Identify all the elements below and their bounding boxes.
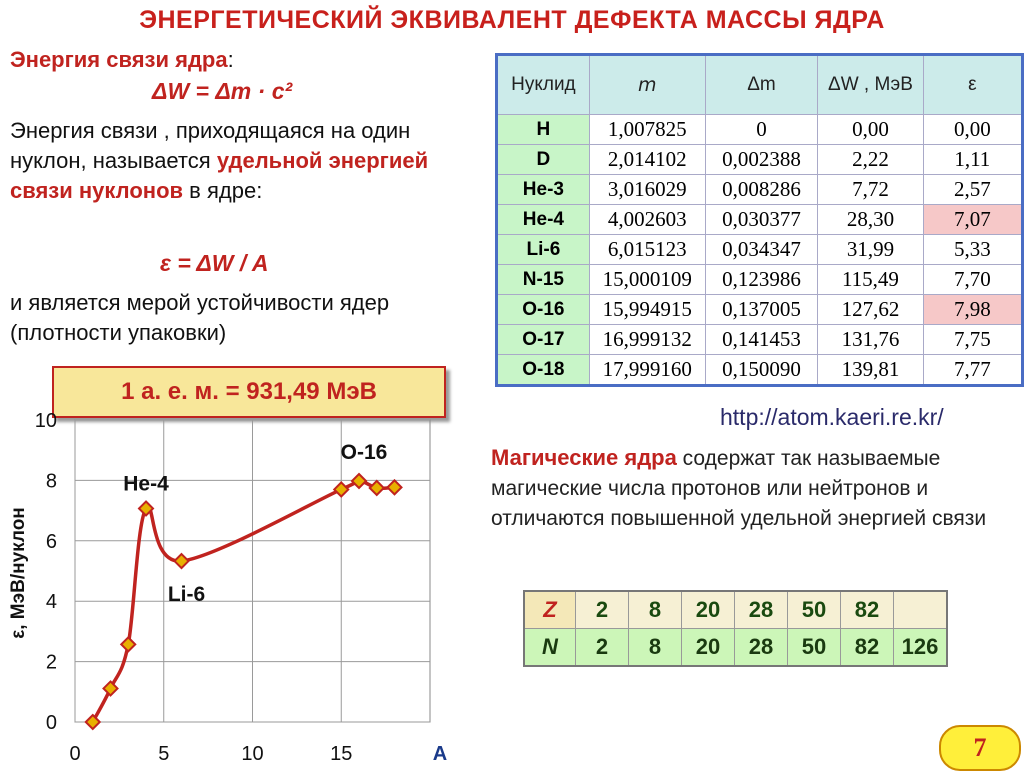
data-point-marker <box>352 474 366 488</box>
magic-numbers-table <box>523 590 948 667</box>
mass-cell: 16,999132 <box>589 325 705 355</box>
nuclide-cell: He-4 <box>497 205 590 235</box>
mass-cell: 4,002603 <box>589 205 705 235</box>
data-point-marker <box>370 481 384 495</box>
epsilon-cell: 0,00 <box>923 115 1022 145</box>
mass-defect-cell: 0,008286 <box>705 175 817 205</box>
amu-conversion-box: 1 а. е. м. = 931,49 МэВ <box>52 366 446 418</box>
table-row <box>497 175 1023 205</box>
binding-energy-cell: 0,00 <box>818 115 923 145</box>
data-point-marker <box>388 480 402 494</box>
epsilon-cell: 7,07 <box>923 205 1022 235</box>
nuclide-cell: N-15 <box>497 265 590 295</box>
z-value-cell: 8 <box>629 591 682 629</box>
data-point-marker <box>175 554 189 568</box>
heading-text: Энергия связи ядра <box>10 47 228 72</box>
x-tick-label: 5 <box>158 743 170 765</box>
mass-cell: 15,000109 <box>589 265 705 295</box>
table-row <box>497 265 1023 295</box>
chart-grid <box>75 420 430 722</box>
n-value-cell: 8 <box>629 629 682 667</box>
chart-annotations <box>123 441 387 606</box>
table-row-n <box>524 629 947 667</box>
table-row <box>497 235 1023 265</box>
epsilon-cell: 7,77 <box>923 355 1022 386</box>
annotation-label: O-16 <box>340 441 388 465</box>
mass-cell: 6,015123 <box>589 235 705 265</box>
n-value-cell: 126 <box>894 629 948 667</box>
formula-binding-energy: ΔW = Δm · c² <box>152 78 293 104</box>
nuclide-cell: He-3 <box>497 175 590 205</box>
x-tick-label: 15 <box>330 743 353 765</box>
magic-term: Магические ядра <box>491 445 677 470</box>
mass-defect-cell: 0,030377 <box>705 205 817 235</box>
y-tick-label: 4 <box>45 591 57 614</box>
table-header-row <box>497 55 1023 115</box>
z-value-cell <box>894 591 948 629</box>
binding-energy-heading <box>10 45 234 75</box>
data-point-marker <box>104 681 118 695</box>
mass-defect-cell: 0,150090 <box>705 355 817 386</box>
header-binding-energy: ΔW , МэВ <box>818 55 923 115</box>
header-mass: m <box>589 55 705 115</box>
z-value-cell: 50 <box>788 591 841 629</box>
annotation-label: Li-6 <box>167 583 206 607</box>
y-tick-label: 8 <box>45 470 57 493</box>
heading-colon: : <box>227 47 234 72</box>
mass-cell: 17,999160 <box>589 355 705 386</box>
binding-energy-cell: 7,72 <box>818 175 923 205</box>
binding-energy-cell: 28,30 <box>818 205 923 235</box>
paragraph-stability: и является мерой устойчивости ядер (плотности упаковки) <box>10 290 390 345</box>
epsilon-cell: 5,33 <box>923 235 1022 265</box>
specific-energy-term: удельной энергией связи нуклонов <box>10 148 429 203</box>
table-row <box>497 355 1023 386</box>
mass-defect-cell: 0 <box>705 115 817 145</box>
mass-cell: 1,007825 <box>589 115 705 145</box>
epsilon-cell: 7,75 <box>923 325 1022 355</box>
table-row-z <box>524 591 947 629</box>
mass-defect-cell: 0,034347 <box>705 235 817 265</box>
z-value-cell: 20 <box>682 591 735 629</box>
page-title: ЭНЕРГЕТИЧЕСКИЙ ЭКВИВАЛЕНТ ДЕФЕКТА МАССЫ ЯДРА <box>139 6 885 34</box>
y-tick-label: 10 <box>34 410 57 432</box>
header-nuclide: Нуклид <box>497 55 590 115</box>
binding-energy-cell: 115,49 <box>818 265 923 295</box>
mass-cell: 15,994915 <box>589 295 705 325</box>
header-epsilon: ε <box>923 55 1022 115</box>
paragraph-text: Энергия связи , приходящаяся на один нуклон, называется <box>10 118 411 173</box>
data-point-marker <box>334 482 348 496</box>
x-tick-label: 0 <box>69 743 81 765</box>
mass-cell: 2,014102 <box>589 145 705 175</box>
n-label: N <box>524 629 576 667</box>
table-row <box>497 325 1023 355</box>
table-row <box>497 145 1023 175</box>
table-row <box>497 115 1023 145</box>
y-tick-label: 0 <box>45 712 57 734</box>
z-value-cell: 2 <box>576 591 629 629</box>
epsilon-cell: 2,57 <box>923 175 1022 205</box>
magic-description: содержат так называемые магические числа протонов или нейтронов и отличаются повышенной удельной энергией связи <box>491 447 987 530</box>
data-point-marker <box>86 715 100 729</box>
z-label: Z <box>524 591 576 629</box>
binding-energy-cell: 31,99 <box>818 235 923 265</box>
y-axis-label: ε, МэВ/нуклон <box>8 507 29 639</box>
n-value-cell: 2 <box>576 629 629 667</box>
n-value-cell: 28 <box>735 629 788 667</box>
n-value-cell: 82 <box>841 629 894 667</box>
y-tick-label: 2 <box>45 651 57 674</box>
nuclide-cell: O-18 <box>497 355 590 386</box>
mass-cell: 3,016029 <box>589 175 705 205</box>
page-number-badge: 7 <box>939 725 1021 771</box>
data-point-marker <box>121 637 135 651</box>
nuclide-cell: D <box>497 145 590 175</box>
binding-energy-cell: 139,81 <box>818 355 923 386</box>
nuclide-table <box>495 53 1024 387</box>
binding-energy-chart <box>0 400 480 767</box>
nuclide-cell: O-16 <box>497 295 590 325</box>
y-tick-label: 6 <box>45 530 57 553</box>
mass-defect-cell: 0,123986 <box>705 265 817 295</box>
mass-defect-cell: 0,137005 <box>705 295 817 325</box>
x-tick-label: 10 <box>241 743 264 765</box>
nuclide-cell: H <box>497 115 590 145</box>
mass-defect-cell: 0,141453 <box>705 325 817 355</box>
header-mass-defect: Δm <box>705 55 817 115</box>
magic-nuclei-text <box>491 443 1011 534</box>
table-row <box>497 205 1023 235</box>
term-tail: в ядре: <box>183 178 263 203</box>
z-value-cell: 82 <box>841 591 894 629</box>
mass-defect-cell: 0,002388 <box>705 145 817 175</box>
x-axis-label: A <box>432 743 448 765</box>
table-row <box>497 295 1023 325</box>
source-url: http://atom.kaeri.re.kr/ <box>720 404 944 430</box>
table-body <box>497 115 1023 386</box>
annotation-label: He-4 <box>123 472 169 496</box>
formula-specific-energy: ε = ΔW / A <box>160 250 269 276</box>
epsilon-cell: 7,70 <box>923 265 1022 295</box>
binding-energy-cell: 131,76 <box>818 325 923 355</box>
n-value-cell: 50 <box>788 629 841 667</box>
binding-energy-cell: 127,62 <box>818 295 923 325</box>
nuclide-cell: Li-6 <box>497 235 590 265</box>
n-value-cell: 20 <box>682 629 735 667</box>
z-value-cell: 28 <box>735 591 788 629</box>
epsilon-cell: 7,98 <box>923 295 1022 325</box>
binding-energy-cell: 2,22 <box>818 145 923 175</box>
epsilon-cell: 1,11 <box>923 145 1022 175</box>
paragraph-specific-energy <box>10 116 470 206</box>
nuclide-cell: O-17 <box>497 325 590 355</box>
